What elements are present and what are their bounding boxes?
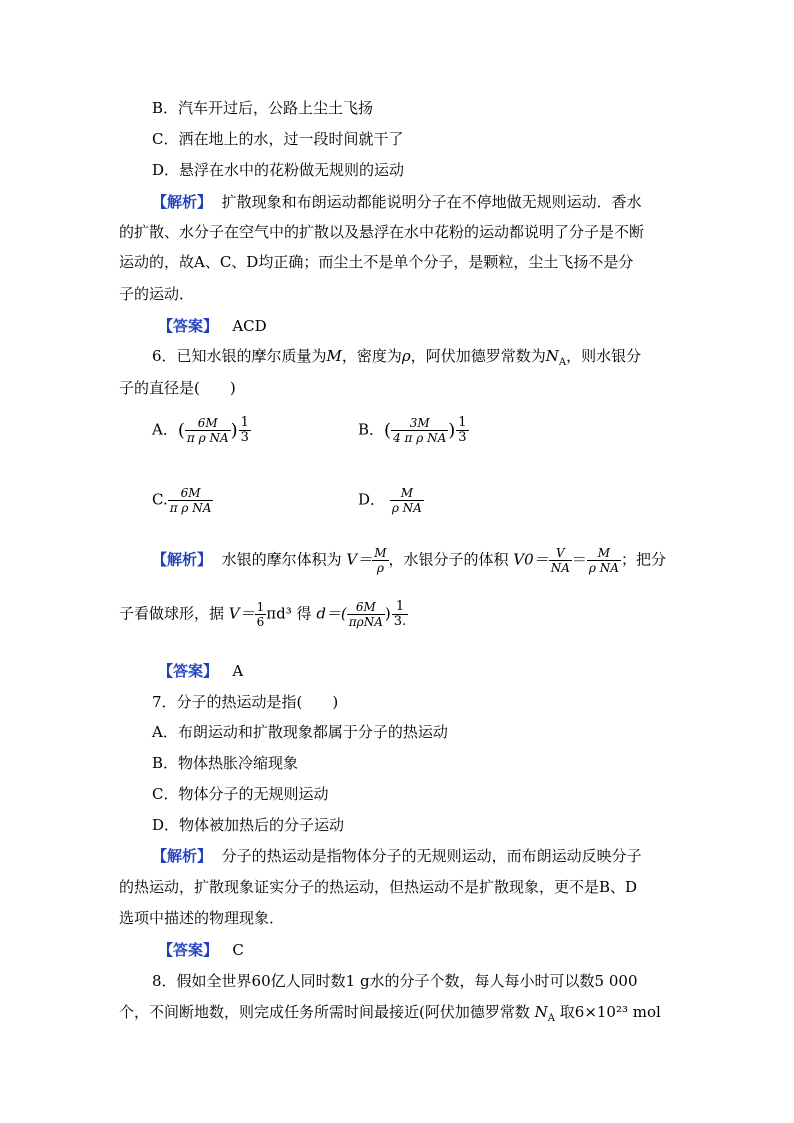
q7-answer: 【答案】 C: [158, 941, 244, 959]
q5-answer: 【答案】 ACD: [158, 317, 267, 335]
q5-analysis-line-4: 子的运动．: [119, 285, 195, 303]
answer-tag: 【答案】: [158, 317, 219, 335]
q7-analysis-line-2: 的热运动，扩散现象证实分子的热运动，但热运动不是扩散现象，更不是B、D: [119, 878, 638, 896]
analysis-tag: 【解析】: [152, 193, 213, 211]
q5-analysis-line-1: 【解析】 扩散现象和布朗运动都能说明分子在不停地做无规则运动．香水: [152, 193, 642, 211]
q6-stem-line-2: 子的直径是( ): [119, 379, 236, 397]
q6-option-d: D． $\frac{M}{\text{ρ NA}}$: [358, 486, 422, 515]
q7-stem: 7．分子的热运动是指( ): [152, 693, 339, 711]
q6-answer: 【答案】 A: [158, 662, 244, 680]
q6-analysis-line-2: 子看做球形，据 V＝ $\frac{1}{6}$ πd³ 得 d＝( $\frac{6M}{\text{πρNA}}$ ) $\frac{1}{3.}$: [119, 599, 407, 629]
q5-analysis-line-3: 运动的，故A、C、D均正确；而尘土不是单个分子，是颗粒，尘土飞扬不是分: [119, 253, 634, 271]
q7-option-a: A．布朗运动和扩散现象都属于分子的热运动: [152, 723, 448, 741]
q6-option-c: C. $\frac{6M}{\text{π ρ NA}}$: [152, 486, 212, 515]
q6-option-a: A．( $\frac{6M}{\text{π ρ NA}}$ ) $\frac{1}{3}$: [152, 415, 249, 445]
q7-analysis-line-3: 选项中描述的物理现象．: [119, 909, 285, 927]
q6-stem-line-1: 6．已知水银的摩尔质量为M，密度为ρ，阿伏加德罗常数为$N_A$，则水银分: [152, 347, 642, 368]
q7-option-d: D．物体被加热后的分子运动: [152, 816, 345, 834]
q5-analysis-line-2: 的扩散、水分子在空气中的扩散以及悬浮在水中花粉的运动都说明了分子是不断: [119, 223, 645, 241]
q5-option-c: C．洒在地上的水，过一段时间就干了: [152, 130, 404, 148]
q6-analysis-line-1: 【解析】 水银的摩尔体积为 V＝ $\frac{M}{\rho}$ ，水银分子的体积 V0＝ $\frac{V}{NA}$ ＝ $\frac{M}{\text{ρ NA}}$ ；把分: [152, 546, 666, 575]
q5-option-b: B．汽车开过后，公路上尘土飞扬: [152, 99, 374, 117]
q8-stem-line-2: 个，不间断地数，则完成任务所需时间最接近(阿伏加德罗常数 $N_A$ 取6×10²³ mol: [119, 1003, 661, 1024]
q6-option-b: B．( $\frac{3M}{\text{4 π ρ NA}}$ ) $\frac{1}{3}$: [358, 415, 467, 445]
q7-analysis-line-1: 【解析】 分子的热运动是指物体分子的无规则运动，而布朗运动反映分子: [152, 847, 642, 865]
q7-option-b: B．物体热胀冷缩现象: [152, 754, 299, 772]
q7-option-c: C．物体分子的无规则运动: [152, 785, 329, 803]
q8-stem-line-1: 8．假如全世界60亿人同时数1 g水的分子个数，每人每小时可以数5 000: [152, 972, 638, 990]
q5-option-d: D．悬浮在水中的花粉做无规则的运动: [152, 161, 405, 179]
